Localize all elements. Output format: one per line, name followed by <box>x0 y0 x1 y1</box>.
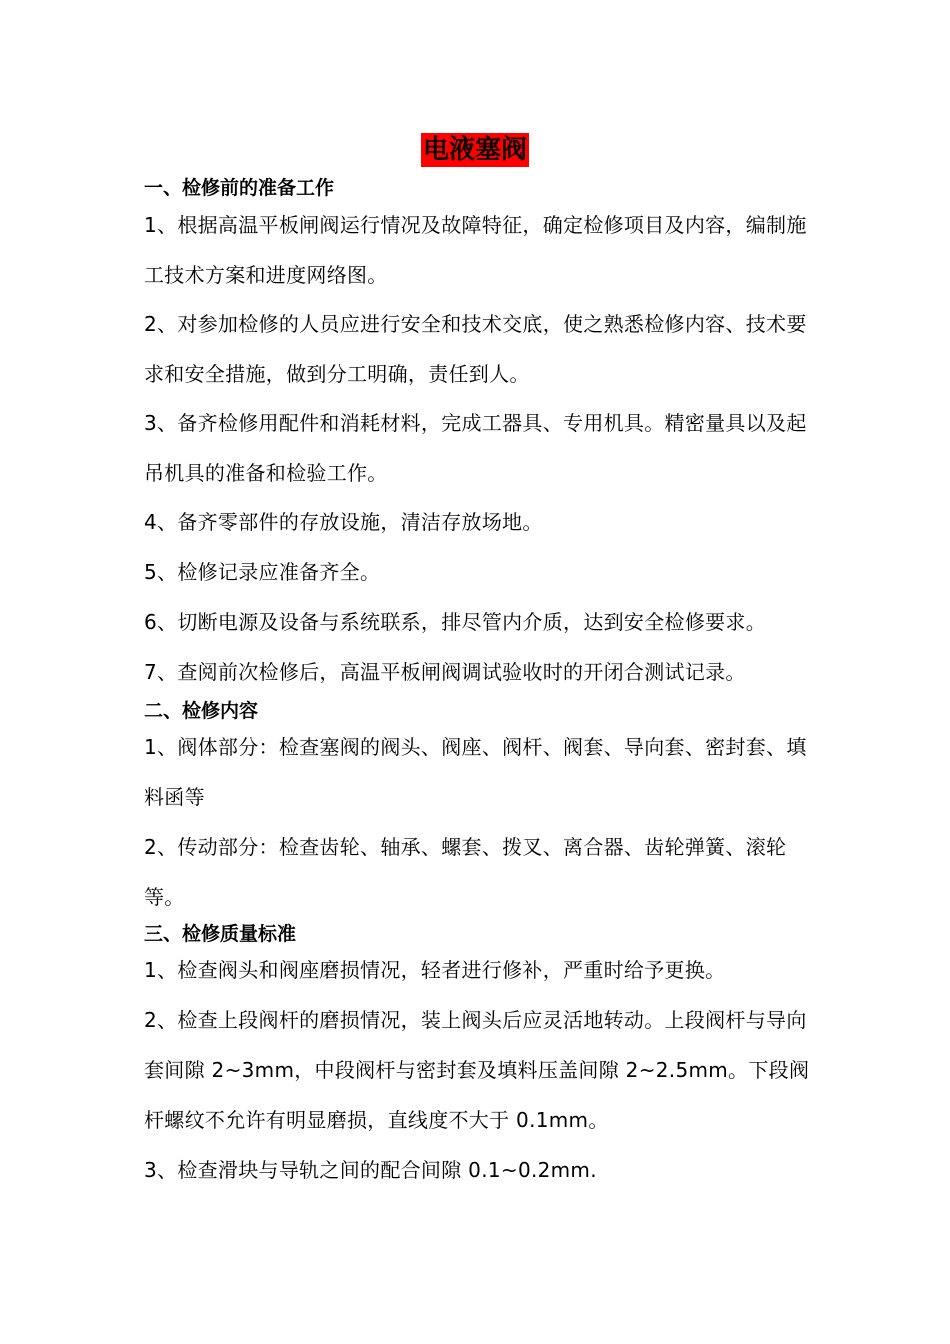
paragraph-item: 1、阀体部分：检查塞阀的阀头、阀座、阀杆、阀套、导向套、密封套、填料函等 <box>144 735 807 809</box>
section-heading-preparation: 一、检修前的准备工作 <box>144 177 335 199</box>
section-heading-contents: 二、检修内容 <box>144 700 259 722</box>
paragraph-item: 3、检查滑块与导轨之间的配合间隙 0.1~0.2mm. <box>144 1158 597 1182</box>
document-title: 电液塞阀 <box>422 135 527 165</box>
paragraph-item: 7、查阅前次检修后，高温平板闸阀调试验收时的开闭合测试记录。 <box>144 660 746 684</box>
paragraph-item: 6、切断电源及设备与系统联系，排尽管内介质，达到安全检修要求。 <box>144 610 767 634</box>
paragraph-item: 5、检修记录应准备齐全。 <box>144 560 381 584</box>
title-container <box>0 133 950 167</box>
paragraph-item: 2、传动部分：检查齿轮、轴承、螺套、拨叉、离合器、齿轮弹簧、滚轮等。 <box>144 835 787 909</box>
paragraph-item: 3、备齐检修用配件和消耗材料，完成工器具、专用机具。精密量具以及起吊机具的准备和检验工作。 <box>144 411 807 485</box>
section-heading-quality-standards: 三、检修质量标准 <box>144 923 297 945</box>
paragraph-item: 2、对参加检修的人员应进行安全和技术交底，使之熟悉检修内容、技术要求和安全措施，做到分工明确，责任到人。 <box>144 312 807 386</box>
paragraph-item: 4、备齐零部件的存放设施，清洁存放场地。 <box>144 510 543 534</box>
paragraph-item: 2、检查上段阀杆的磨损情况，装上阀头后应灵活地转动。上段阀杆与导向套间隙 2~3mm，中段阀杆与密封套及填料压盖间隙 2~2.5mm。下段阀杆螺纹不允许有明显磨损，直线度不大于 0.1mm。 <box>144 1008 810 1132</box>
paragraph-item: 1、检查阀头和阀座磨损情况，轻者进行修补，严重时给予更换。 <box>144 958 726 982</box>
paragraph-item: 1、根据高温平板闸阀运行情况及故障特征，确定检修项目及内容，编制施工技术方案和进度网络图。 <box>144 213 807 287</box>
